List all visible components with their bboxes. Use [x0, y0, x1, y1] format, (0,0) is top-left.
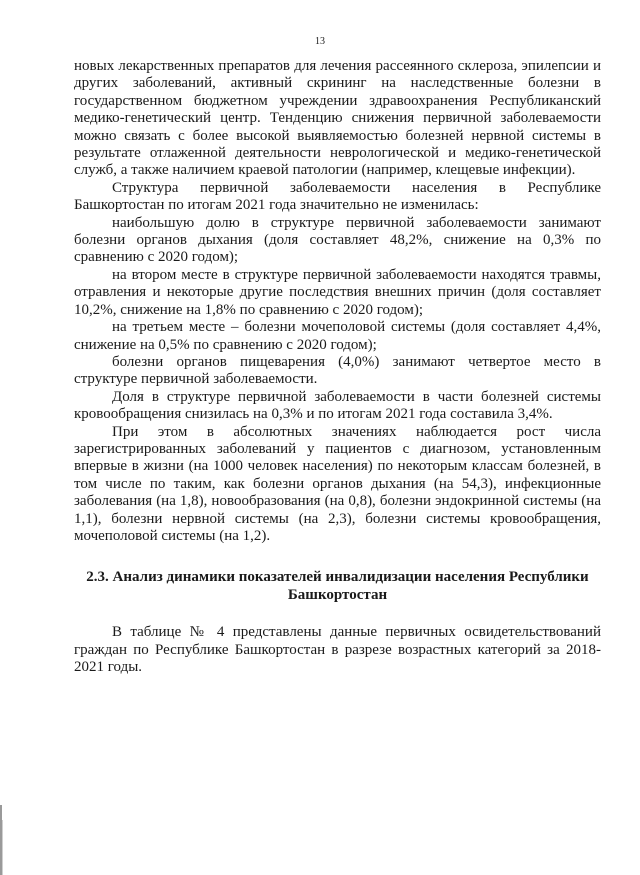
paragraph-circulatory: Доля в структуре первичной заболеваемости в части болезней системы кровообращения снизилась на 0,3% и по итогам 2021 года составила 3,4%. [74, 388, 601, 423]
page-number: 13 [315, 36, 325, 47]
scan-edge-shade [2, 820, 3, 875]
paragraph-absolute-values: При этом в абсолютных значениях наблюдается рост числа зарегистрированных заболеваний у пациентов с диагнозом, установленным впервые в жизни (на 1000 человек населения) по некоторым классам болезней, в том числе по таким, как болезни органов дыхания (на 54,3), инфекционные заболевания (на 1,8), новообразования (на 0,8), болезни эндокринной системы (на 1,1), болезни нервной системы (на 2,3), болезни системы кровообращения, мочеполовой системы (на 1,2). [74, 423, 601, 544]
section-heading: 2.3. Анализ динамики показателей инвалидизации населения Республики Башкортостан [86, 569, 589, 604]
paragraph-continuation: новых лекарственных препаратов для лечения рассеянного склероза, эпилепсии и других заболеваний, активный скрининг на наследственные болезни в государственном бюджетном учреждении здравоохранения Республиканский медико-генетический центр. Тенденцию снижения первичной заболеваемости можно связать с более высокой выявляемостью болезней нервной системы в результате отлаженной деятельности неврологической и медико-генетической служб, а также наличием краевой патологии (например, клещевые инфекции). [74, 58, 601, 179]
paragraph-structure-intro: Структура первичной заболеваемости населения в Республике Башкортостан по итогам 2021 года значительно не изменилась: [74, 179, 601, 214]
paragraph-table-reference: В таблице № 4 представлены данные первичных освидетельствований граждан по Республике Башкортостан в разрезе возрастных категорий за 2018-2021 годы. [74, 624, 601, 676]
paragraph-digestive: болезни органов пищеварения (4,0%) занимают четвертое место в структуре первичной заболеваемости. [74, 353, 601, 388]
document-body [74, 58, 601, 677]
paragraph-injuries: на втором месте в структуре первичной заболеваемости находятся травмы, отравления и некоторые другие последствия внешних причин (доля составляет 10,2%, снижение на 1,8% по сравнению с 2020 годом); [74, 266, 601, 318]
paragraph-respiratory: наибольшую долю в структуре первичной заболеваемости занимают болезни органов дыхания (доля составляет 48,2%, снижение на 0,3% по сравнению с 2020 годом); [74, 214, 601, 266]
paragraph-genitourinary: на третьем месте – болезни мочеполовой системы (доля составляет 4,4%, снижение на 0,5% по сравнению с 2020 годом); [74, 319, 601, 353]
